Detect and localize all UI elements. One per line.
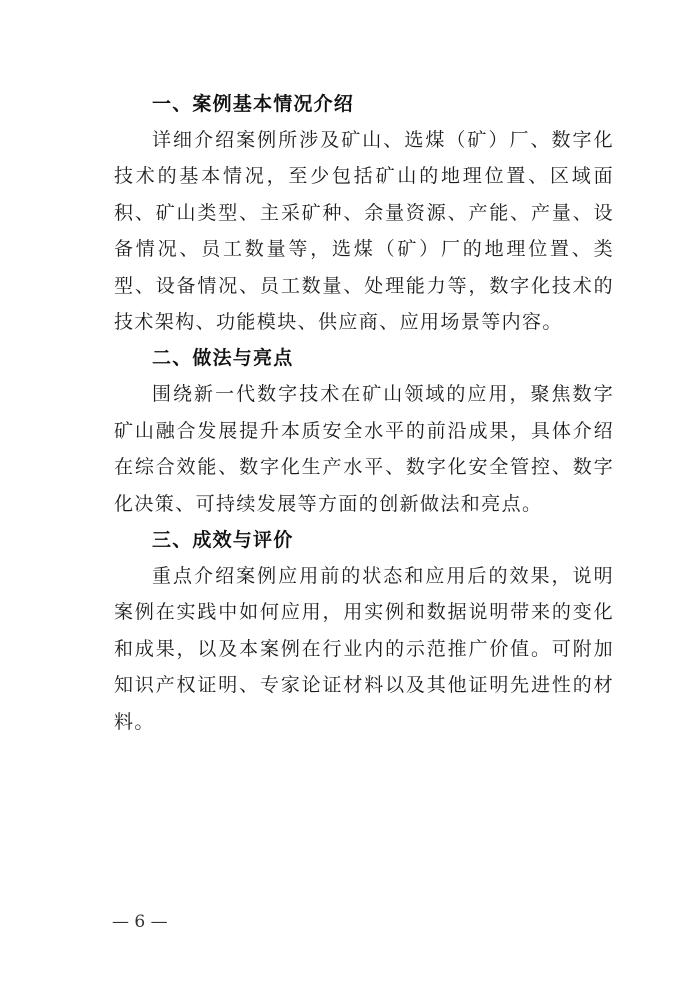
section-paragraph: 重点介绍案例应用前的状态和应用后的效果，说明案例在实践中如何应用，用实例和数据说明带来的变化和成果，以及本案例在行业内的示范推广价值。可附加知识产权证明、专家论证材料以及其他证明先进性的材料。 — [114, 565, 614, 733]
section-heading: 一、案例基本情况介绍 — [152, 93, 355, 115]
section-paragraph: 围绕新一代数字技术在矿山领域的应用，聚焦数字矿山融合发展提升本质安全水平的前沿成果，具体介绍在综合效能、数字化生产水平、数字化安全管控、数字化决策、可持续发展等方面的创新做法和亮点。 — [114, 383, 614, 515]
section-paragraph: 详细介绍案例所涉及矿山、选煤（矿）厂、数字化技术的基本情况，至少包括矿山的地理位置、区域面积、矿山类型、主采矿种、余量资源、产能、产量、设备情况、员工数量等，选煤（矿）厂的地理位置、类型、设备情况、员工数量、处理能力等，数字化技术的技术架构、功能模块、供应商、应用场景等内容。 — [114, 129, 614, 334]
section-heading: 三、成效与评价 — [152, 529, 294, 552]
document-body — [114, 86, 614, 740]
section-practices-highlights — [114, 340, 614, 522]
page-number: — 6 — — [112, 912, 168, 932]
section-basic-info — [114, 86, 614, 340]
section-results-evaluation — [114, 522, 614, 740]
section-heading: 二、做法与亮点 — [152, 347, 294, 370]
